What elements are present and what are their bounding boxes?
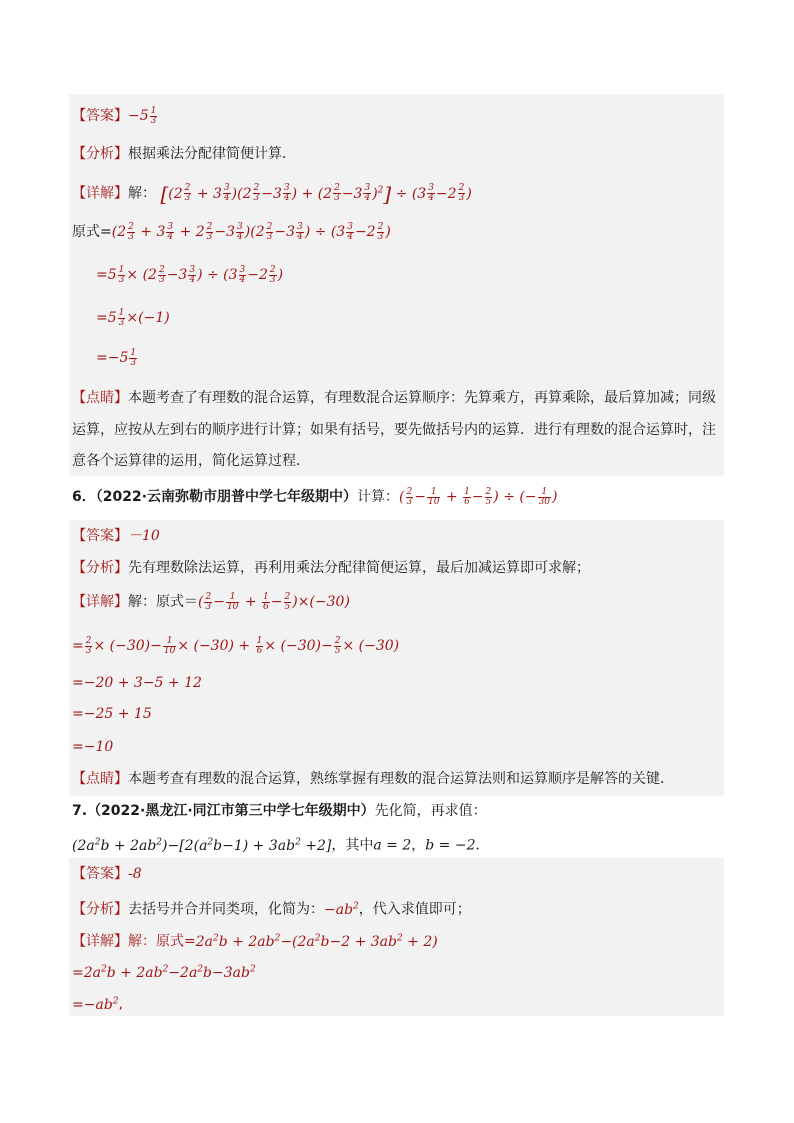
q5-expression: [(2 $\frac{2}{3}$ + 3 $\frac{3}{4}$ )(2 $\frac{2}{3}$ −3 $\frac{3}{4}$ ) + (2 $\frac{2}{3}$ −3 $\frac{3}{4}$ )$^2$] ÷ (3 $\frac{3}{4}$ −2 $\frac{2}{3}$ ) bbox=[160, 181, 472, 206]
q6-step-1: = $\frac{2}{3}$ × (−30)− $\frac{1}{10}$ × (−30) + $\frac{1}{6}$ × (−30)− $\frac{2}{5}$ × (−30) bbox=[72, 635, 400, 656]
q6-comment-line: 【点睛】本题考查有理数的混合运算，熟练掌握有理数的混合运算法则和运算顺序是解答的关键． bbox=[72, 771, 674, 787]
q6-analysis-line: 【分析】先有理数除法运算，再利用乘法分配律简便运算，最后加减运算即可求解； bbox=[72, 560, 590, 576]
q7-answer-line: 【答案】-8 bbox=[72, 866, 142, 882]
q5-step-3: =5 $\frac{1}{3}$ ×(−1) bbox=[96, 307, 170, 328]
q6-question-line: 6．（2022·云南弥勒市朋普中学七年级期中）计算：( $\frac{2}{3}$ − $\frac{1}{10}$ + $\frac{1}{6}$ − $\frac{2}{5}$ ) ÷ (− $\frac{1}{30}$ ) bbox=[72, 486, 558, 507]
q6-step-4: =−10 bbox=[72, 739, 114, 755]
q7-expression-line: $(2a^2b + 2ab^2)-[2(a^2b-1) + 3ab^2 +2]$，其中a = 2，b = −2． bbox=[72, 837, 490, 854]
q5-answer-value: −5 bbox=[128, 108, 149, 124]
q6-step-2: =−20 + 3−5 + 12 bbox=[72, 675, 202, 691]
q6-expression: ( $\frac{2}{3}$ − $\frac{1}{10}$ + $\frac{1}{6}$ − $\frac{2}{5}$ ) ÷ (− $\frac{1}{30}$ ) bbox=[399, 486, 558, 507]
q7-step-2: $=-ab^2$, bbox=[72, 996, 123, 1013]
q7-detail-line: 【详解】解：原式$=2a^2b + 2ab^2-(2a^2b-2 + 3ab^2 + 2)$ bbox=[72, 933, 438, 950]
q7-step-1: $=2a^2b + 2ab^2-2a^2b-3ab^2$ bbox=[72, 964, 256, 981]
q5-step-2: =5 $\frac{1}{3}$ × (2 $\frac{2}{3}$ −3 $\frac{3}{4}$ ) ÷ (3 $\frac{3}{4}$ −2 $\frac{2}{3}$ ) bbox=[96, 264, 284, 285]
q5-answer-line: 【答案】−5 $\frac{1}{3}$ bbox=[72, 105, 157, 126]
q5-analysis-line: 【分析】根据乘法分配律简便计算． bbox=[72, 146, 296, 162]
q6-detail-line: 【详解】解：原式＝( $\frac{2}{3}$ − $\frac{1}{10}$ + $\frac{1}{6}$ − $\frac{2}{5}$ )×(−30) bbox=[72, 591, 350, 612]
q6-answer-line: 【答案】－10 bbox=[72, 528, 160, 544]
q5-answer-fraction: $\frac{1}{3}$ bbox=[150, 105, 157, 126]
q5-comment-line-1: 【点睛】本题考查了有理数的混合运算，有理数混合运算顺序：先算乘方，再算乘除，最后算加减；同级 bbox=[72, 390, 716, 406]
q5-detail-line: 【详解】解： [(2 $\frac{2}{3}$ + 3 $\frac{3}{4}$ )(2 $\frac{2}{3}$ −3 $\frac{3}{4}$ ) + (2 $\frac{2}{3}$ −3 $\frac{3}{4}$ )$^2$] ÷ (3 $\frac{3}{4}$ −2 $\frac{2}{3}$ ) bbox=[72, 181, 472, 206]
q7-expression: $(2a^2b + 2ab^2)-[2(a^2b-1) + 3ab^2 +2]$ bbox=[72, 837, 332, 854]
q5-comment-line-3: 意各个运算律的运用，简化运算过程． bbox=[72, 453, 310, 469]
q7-analysis-line: 【分析】去括号并合并同类项，化简为：$-ab^2$，代入求值即可； bbox=[72, 901, 471, 918]
q5-analysis-text: 根据乘法分配律简便计算． bbox=[128, 146, 296, 162]
q5-comment-line-2: 运算，应按从左到右的顺序进行计算；如果有括号，要先做括号内的运算．进行有理数的混合运算时，注 bbox=[72, 422, 716, 438]
q5-step-1: 原式=(2 $\frac{2}{3}$ + 3 $\frac{3}{4}$ + 2 $\frac{2}{3}$ −3 $\frac{3}{4}$ )(2 $\frac{2}{3}$ −3 $\frac{3}{4}$ ) ÷ (3 $\frac{3}{4}$ −2 $\frac{2}{3}$ ) bbox=[72, 221, 391, 242]
q5-step-4: =−5 $\frac{1}{3}$ bbox=[96, 347, 137, 368]
q7-question-line: 7.（2022·黑龙江·同江市第三中学七年级期中）先化简，再求值： bbox=[72, 803, 487, 819]
q6-step-3: =−25 + 15 bbox=[72, 706, 152, 722]
